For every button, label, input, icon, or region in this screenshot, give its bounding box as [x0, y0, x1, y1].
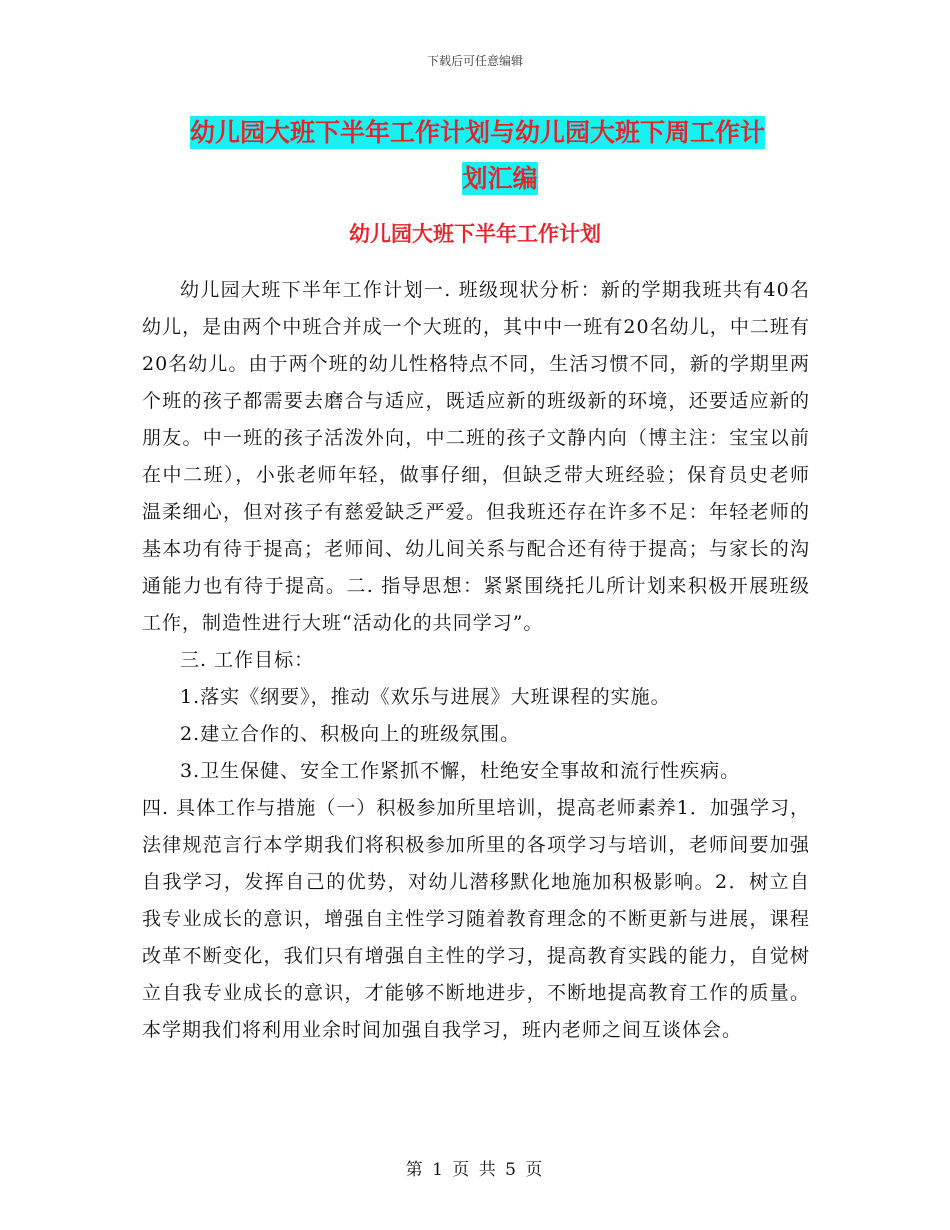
- paragraph-goals-heading: 三. 工作目标：: [180, 649, 315, 671]
- header-note: 下载后可任意编辑: [426, 54, 523, 68]
- paragraph-measures: 四. 具体工作与措施（一）积极参加所里培训，提高老师素养1．加强学习，法律规范言行本学期我们将积极参加所里的各项学习与培训，老师间要加强自我学习，发挥自己的优势，对幼儿潜移默化地施加积极影响。2．树立自我专业成长的意识，增强自主性学习随着教育理念的不断更新与进展，课程改革不断变化，我们只有增强自主性的学习，提高教育实践的能力，自觉树立自我专业成长的意识，才能够不断地进步，不断地提高教育工作的质量。本学期我们将利用业余时间加强自我学习，班内老师之间互谈体会。: [142, 797, 810, 1041]
- paragraph-situation: 幼儿园大班下半年工作计划一. 班级现状分析：新的学期我班共有40名幼儿，是由两个中班合并成一个大班的，其中中一班有20名幼儿，中二班有20名幼儿。由于两个班的幼儿性格特点不同，生活习惯不同，新的学期里两个班的孩子都需要去磨合与适应，既适应新的班级新的环境，还要适应新的朋友。中一班的孩子活泼外向，中二班的孩子文静内向（博主注：宝宝以前在中二班），小张老师年轻，做事仔细，但缺乏带大班经验；保育员史老师温柔细心，但对孩子有慈爱缺乏严爱。但我班还存在许多不足：年轻老师的基本功有待于提高；老师间、幼儿间关系与配合还有待于提高；与家长的沟通能力也有待于提高。二. 指导思想：紧紧围绕托儿所计划来积极开展班级工作，制造性进行大班“活动化的共同学习”。: [142, 279, 810, 634]
- title-line-1: 幼儿园大班下半年工作计划与幼儿园大班下周工作计: [190, 118, 766, 147]
- page-number: 第 1 页 共 5 页: [405, 1160, 545, 1180]
- section-title: 幼儿园大班下半年工作计划: [349, 221, 601, 246]
- document-title: [190, 110, 810, 202]
- title-line-2: 划汇编: [462, 164, 538, 193]
- document-body: [142, 272, 810, 1049]
- paragraph-goal-1: 1.落实《纲要》，推动《欢乐与进展》大班课程的实施。: [180, 686, 671, 708]
- paragraph-goal-2: 2.建立合作的、积极向上的班级氛围。: [180, 723, 521, 745]
- paragraph-goal-3: 3.卫生保健、安全工作紧抓不懈，杜绝安全事故和流行性疾病。: [180, 760, 741, 782]
